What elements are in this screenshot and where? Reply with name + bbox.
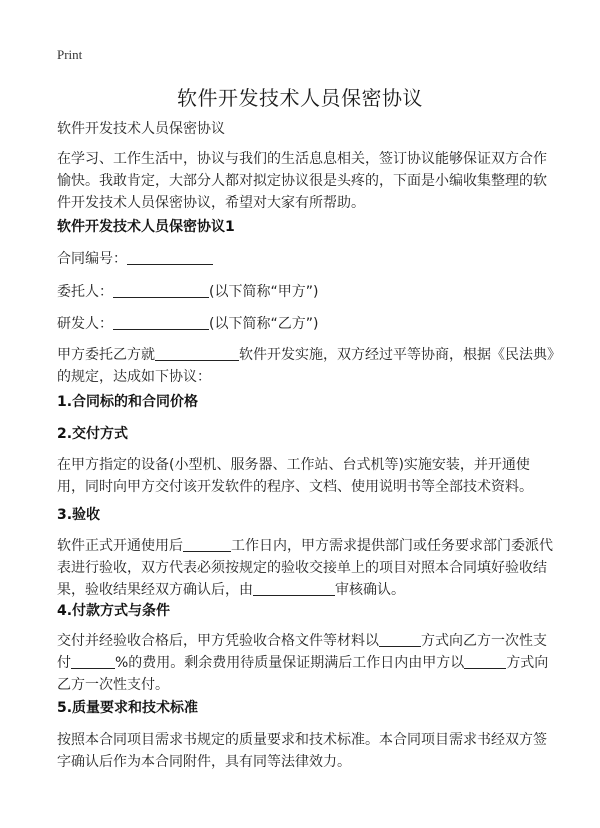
developer-line (57, 313, 557, 335)
intro-paragraph: 在学习、工作生活中，协议与我们的生活息息相关，签订协议能够保证双方合作愉快。我敢肯定，大部分人都对拟定协议很是头疼的，下面是小编收集整理的软件开发技术人员保密协议，希望对大家有所帮助。 (57, 151, 547, 211)
payment-text-c: %的费用。剩余费用待质量保证期满后工作日内由甲方以 (115, 655, 465, 671)
commission-paragraph (57, 344, 557, 388)
quality-paragraph: 按照本合同项目需求书规定的质量要求和技术标准。本合同项目需求书经双方签字确认后作为本合同附件，具有同等法律效力。 (57, 732, 547, 770)
contract-number-blank (127, 248, 213, 265)
client-label: 委托人： (57, 284, 113, 300)
heading-payment: 4.付款方式与条件 (57, 603, 171, 619)
approver-blank (253, 579, 335, 596)
remaining-method-blank (464, 652, 506, 669)
payment-text-a: 交付并经验收合格后，甲方凭验收合格文件等材料以 (57, 633, 379, 649)
acceptance-text-a: 软件正式开通使用后 (57, 538, 183, 554)
heading-delivery: 2.交付方式 (57, 426, 129, 442)
heading-contract-price: 1.合同标的和合同价格 (57, 394, 199, 410)
developer-label: 研发人： (57, 316, 113, 332)
payment-method-blank (379, 630, 421, 647)
payment-paragraph (57, 630, 557, 696)
client-blank (113, 281, 209, 298)
software-name-blank (155, 344, 239, 361)
working-days-blank (183, 535, 231, 552)
payment-percent-blank (71, 652, 115, 669)
client-line (57, 281, 557, 303)
section-title: 软件开发技术人员保密协议1 (57, 219, 235, 235)
acceptance-text-c: 审核确认。 (335, 582, 405, 598)
payment-text-d: 方式向乙方一次性支付。 (57, 655, 549, 693)
contract-number-label: 合同编号： (57, 251, 127, 267)
developer-suffix: (以下简称“乙方”) (209, 316, 319, 332)
acceptance-paragraph (57, 535, 557, 601)
page-title: 软件开发技术人员保密协议 (177, 86, 423, 110)
client-suffix: (以下简称“甲方”) (209, 284, 319, 300)
acceptance-text-b: 工作日内，甲方需求提供部门或任务要求部门委派代表进行验收，双方代表必须按规定的验收交接单上的项目对照本合同填好验收结果，验收结果经双方确认后，由 (57, 538, 553, 598)
heading-acceptance: 3.验收 (57, 507, 101, 523)
commission-prefix: 甲方委托乙方就 (57, 347, 155, 363)
contract-number-line (57, 248, 557, 270)
commission-suffix: 软件开发实施，双方经过平等协商，根据《民法典》的规定，达成如下协议： (57, 347, 554, 385)
developer-blank (113, 313, 209, 330)
delivery-paragraph: 在甲方指定的设备(小型机、服务器、工作站、台式机等)实施安装，并开通使用，同时向甲方交付该开发软件的程序、文档、使用说明书等全部技术资料。 (57, 457, 533, 495)
print-link[interactable]: Print (57, 47, 83, 62)
payment-text-b: 方式向乙方一次性支付 (57, 633, 547, 671)
document-subtitle: 软件开发技术人员保密协议 (57, 121, 225, 137)
heading-quality: 5.质量要求和技术标准 (57, 700, 199, 716)
